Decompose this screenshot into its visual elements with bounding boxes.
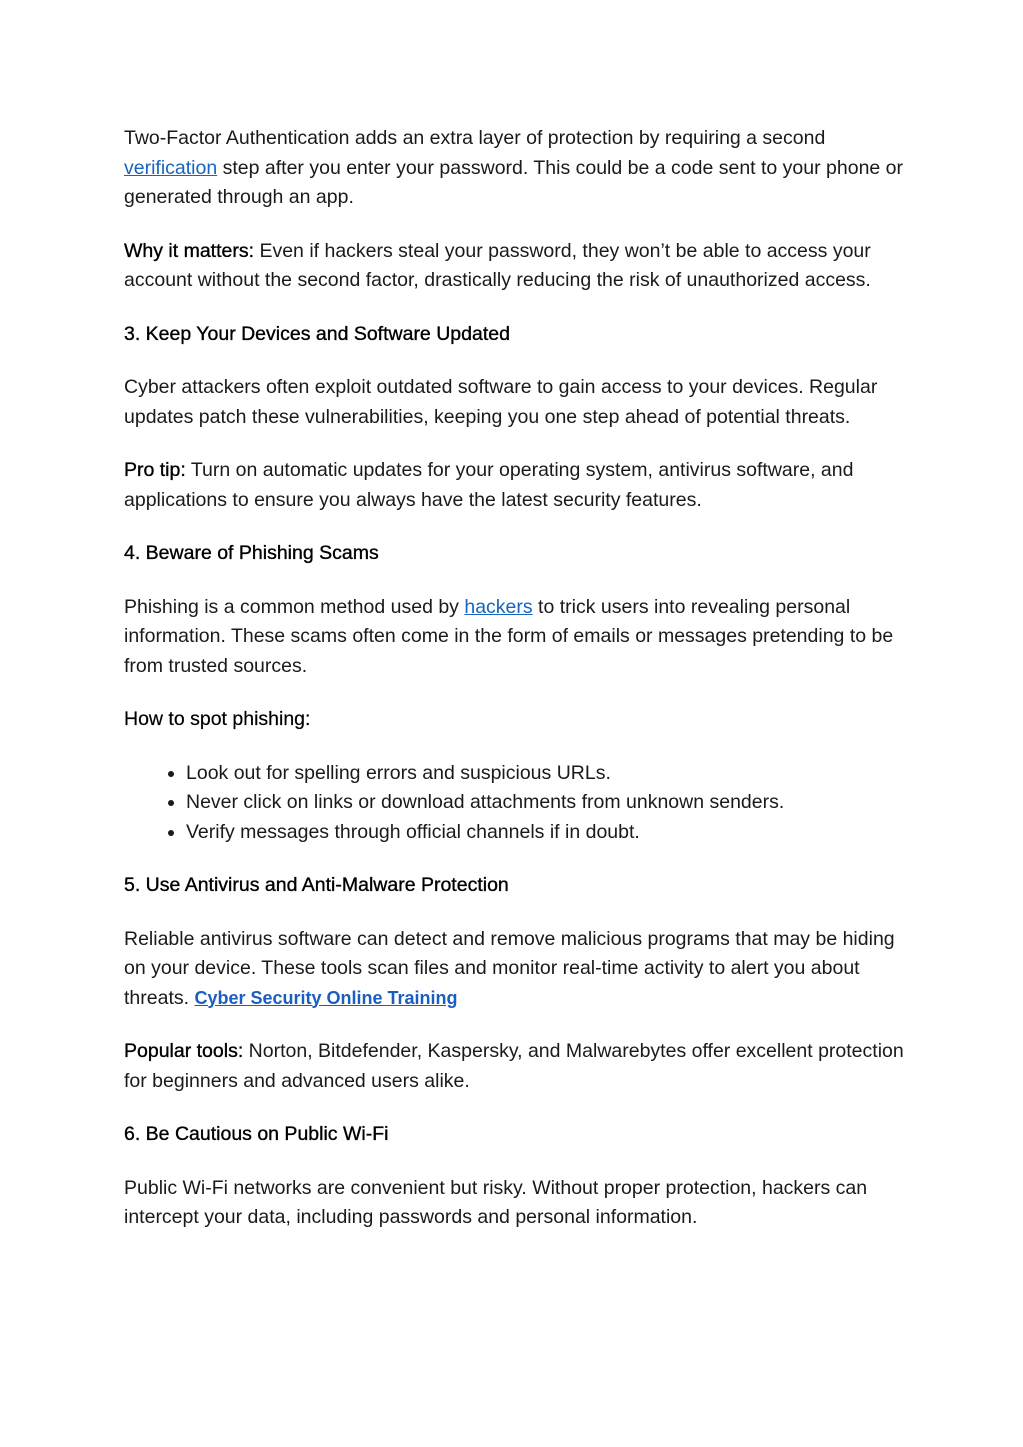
list-item: • Verify messages through official channels if in doubt. [186,818,914,848]
list-item: • Look out for spelling errors and suspicious URLs. [186,759,914,789]
document-body [124,124,914,1257]
lead-label: Why it matters: [124,239,255,262]
list-item: • Never click on links or download attachments from unknown senders. [186,788,914,818]
verification-link[interactable]: verification [124,156,218,179]
text: Reliable antivirus software can detect and remove malicious programs that may be hiding on your device. These tools scan files and monitor real-time activity to alert you about threats. [124,927,895,1009]
lead-label: Popular tools: [124,1040,244,1062]
hackers-link[interactable]: hackers [464,595,533,618]
paragraph-pro-tip [124,456,914,515]
text: to trick users into revealing personal information. These scams often come in the form of emails or messages pretending to be from trusted sources. [124,595,894,677]
paragraph-why-it-matters [124,237,914,296]
heading-phishing: 4. Beware of Phishing Scams [124,542,379,564]
paragraph-public-wifi: Public Wi-Fi networks are convenient but risky. Without proper protection, hackers can intercept your data, including passwords and personal information. [124,1176,868,1228]
paragraph-2fa [124,124,914,213]
paragraph-popular-tools [124,1037,914,1096]
phishing-tips-list [124,759,914,848]
text: Even if hackers steal your password, they won’t be able to access your account without the second factor, drastically reducing the risk of unauthorized access. [124,239,871,291]
text: step after you enter your password. This could be a code sent to your phone or generated through an app. [124,156,904,208]
paragraph-phishing [124,593,914,682]
heading-antivirus: 5. Use Antivirus and Anti-Malware Protection [124,874,509,896]
text: Two-Factor Authentication adds an extra layer of protection by requiring a second [124,127,826,149]
heading-public-wifi: 6. Be Cautious on Public Wi-Fi [124,1123,389,1145]
text: Phishing is a common method used by [124,595,465,618]
paragraph-antivirus [124,925,914,1014]
cyber-security-training-link[interactable]: Cyber Security Online Training [194,987,458,1008]
heading-keep-updated: 3. Keep Your Devices and Software Updated [124,322,510,345]
text: Turn on automatic updates for your operating system, antivirus software, and applications to ensure you always have the latest security features. [124,459,854,511]
paragraph-updates: Cyber attackers often exploit outdated software to gain access to your devices. Regular updates patch these vulnerabilities, keeping you one step ahead of potential threats. [124,376,878,428]
lead-label: Pro tip: [124,459,186,481]
heading-spot-phishing: How to spot phishing: [124,708,311,730]
text: Norton, Bitdefender, Kaspersky, and Malwarebytes offer excellent protection for beginners and advanced users alike. [124,1040,904,1092]
